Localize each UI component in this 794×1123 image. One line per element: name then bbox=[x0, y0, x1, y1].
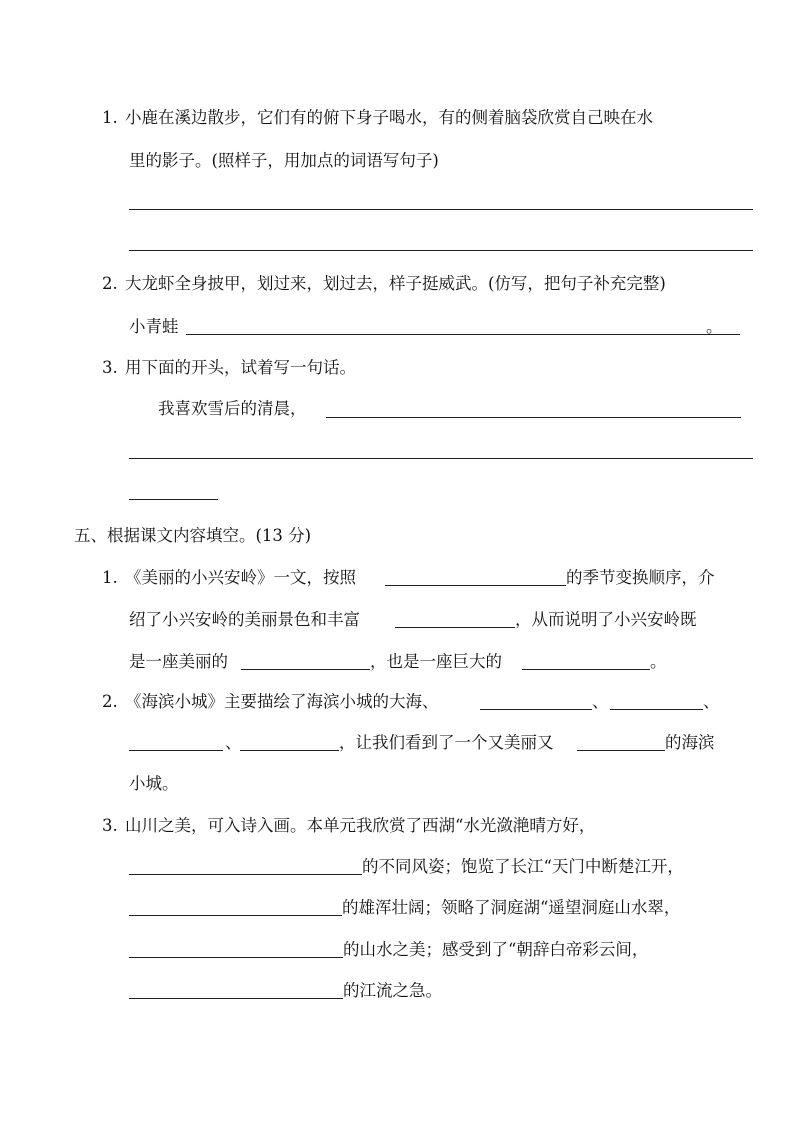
question-text: 小青蛙 bbox=[129, 317, 179, 336]
fill-text: 《海滨小城》主要描绘了海滨小城的大海、 bbox=[125, 692, 439, 711]
fill-text: ，从而说明了小兴安岭既 bbox=[515, 610, 697, 629]
fill-blank[interactable] bbox=[240, 750, 339, 751]
question-number: 3. bbox=[102, 816, 118, 835]
question-text: 里的影子。(照样子，用加点的词语写句子) bbox=[129, 151, 439, 170]
fill-text: 小城。 bbox=[129, 774, 179, 793]
fill-blank[interactable] bbox=[395, 627, 515, 628]
fill-text: 是一座美丽的 bbox=[129, 652, 228, 671]
question-text: 我喜欢雪后的清晨， bbox=[158, 399, 307, 418]
fill-blank[interactable] bbox=[610, 709, 703, 710]
fill-text: 的雄浑壮阔；领略了洞庭湖“遥望洞庭山水翠， bbox=[342, 898, 681, 917]
fill-text: 《美丽的小兴安岭》一文，按照 bbox=[125, 568, 356, 587]
answer-line[interactable] bbox=[129, 499, 218, 500]
fill-text: ，也是一座巨大的 bbox=[370, 652, 502, 671]
answer-line[interactable] bbox=[129, 209, 753, 210]
fill-blank[interactable] bbox=[129, 998, 343, 999]
question-text: 用下面的开头，试着写一句话。 bbox=[125, 358, 356, 377]
fill-text: 的季节变换顺序，介 bbox=[566, 568, 715, 587]
fill-blank[interactable] bbox=[480, 709, 592, 710]
fill-blank[interactable] bbox=[129, 915, 342, 916]
answer-line[interactable] bbox=[129, 250, 753, 251]
answer-line[interactable] bbox=[186, 334, 740, 335]
fill-text: 。 bbox=[650, 652, 667, 671]
question-text: 大龙虾全身披甲，划过来，划过去，样子挺威武。(仿写，把句子补充完整) bbox=[125, 274, 666, 293]
fill-text: 的不同风姿；饱览了长江“天门中断楚江开， bbox=[362, 857, 684, 876]
fill-text: 、 bbox=[592, 692, 609, 711]
sentence-end-mark: 。 bbox=[706, 317, 723, 336]
fill-blank[interactable] bbox=[129, 874, 362, 875]
fill-blank[interactable] bbox=[385, 585, 566, 586]
fill-text: 、 bbox=[225, 733, 242, 752]
fill-blank[interactable] bbox=[577, 750, 665, 751]
fill-text: 、 bbox=[703, 692, 720, 711]
fill-text: 山川之美，可入诗入画。本单元我欣赏了西湖“水光潋滟晴方好， bbox=[125, 816, 596, 835]
fill-text: 绍了小兴安岭的美丽景色和丰富 bbox=[129, 610, 360, 629]
section-heading: 五、根据课文内容填空。(13 分) bbox=[74, 526, 312, 545]
fill-blank[interactable] bbox=[129, 750, 223, 751]
question-text: 小鹿在溪边散步，它们有的俯下身子喝水，有的侧着脑袋欣赏自己映在水 bbox=[125, 108, 653, 127]
fill-text: 的江流之急。 bbox=[343, 981, 442, 1000]
fill-text: 的海滨 bbox=[665, 733, 715, 752]
fill-text: ，让我们看到了一个又美丽又 bbox=[339, 733, 554, 752]
answer-line[interactable] bbox=[326, 417, 741, 418]
fill-blank[interactable] bbox=[129, 957, 343, 958]
fill-blank[interactable] bbox=[522, 669, 650, 670]
fill-text: 的山水之美；感受到了“朝辞白帝彩云间， bbox=[343, 940, 649, 959]
question-number: 1. bbox=[102, 568, 118, 587]
question-number: 2. bbox=[102, 274, 118, 293]
question-number: 3. bbox=[102, 358, 118, 377]
question-number: 2. bbox=[102, 692, 118, 711]
answer-line[interactable] bbox=[129, 458, 753, 459]
fill-blank[interactable] bbox=[241, 669, 370, 670]
question-number: 1. bbox=[102, 108, 118, 127]
